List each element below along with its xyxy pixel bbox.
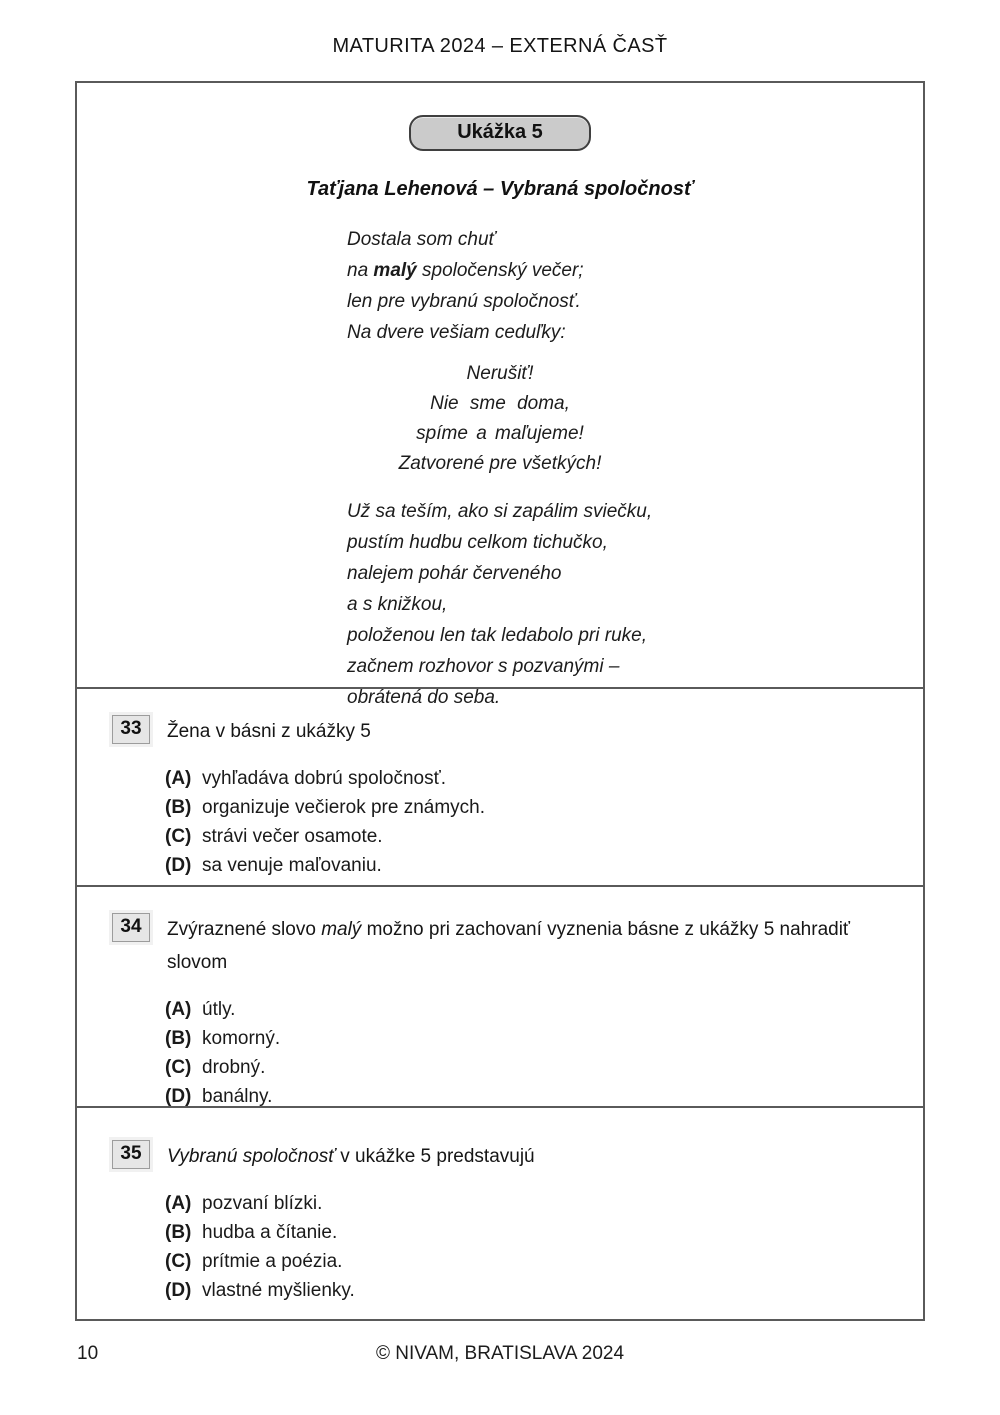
option-text: drobný.: [202, 1057, 266, 1078]
question-text-segment: možno pri zachovaní vyznenia básne z ukážky 5 nahradiť: [361, 919, 851, 940]
poem-line: [347, 255, 923, 286]
option-letter: (A): [165, 1193, 192, 1214]
page-footer: [0, 1343, 1000, 1367]
question-35-row: [112, 1143, 923, 1173]
question-34-row: [112, 916, 923, 979]
poem-line: pustím hudbu celkom tichučko,: [347, 532, 608, 553]
poem-line: položenou len tak ledabolo pri ruke,: [347, 625, 647, 646]
question-33-row: [112, 718, 923, 748]
poem-line: Dostala som chuť: [347, 229, 496, 250]
question-text-line2: slovom: [167, 952, 228, 973]
option-text: hudba a čítanie.: [202, 1222, 338, 1243]
option-letter: (A): [165, 999, 192, 1020]
question-text: [167, 1140, 535, 1173]
excerpt-badge: Ukážka 5: [409, 115, 591, 151]
question-34: [77, 885, 923, 1106]
option-c: [165, 1247, 923, 1276]
option-letter: (B): [165, 797, 192, 818]
question-35-options: [165, 1189, 923, 1305]
page-header-title: MATURITA 2024 – EXTERNÁ ČASŤ: [332, 35, 668, 57]
question-34-options: [165, 995, 923, 1111]
question-35: [77, 1106, 923, 1319]
option-text: vlastné myšlienky.: [202, 1280, 355, 1301]
question-text-italic: malý: [321, 919, 362, 940]
poem-line: Na dvere vešiam ceduľky:: [347, 322, 566, 343]
poem-line: len pre vybranú spoločnosť.: [347, 291, 581, 312]
option-a: [165, 1189, 923, 1218]
option-text: útly.: [202, 999, 236, 1020]
option-text: prítmie a poézia.: [202, 1251, 343, 1272]
option-a: [165, 764, 923, 793]
option-b: [165, 1024, 923, 1053]
poem-note-line: Zatvorené pre všetkých!: [398, 453, 602, 474]
question-text-italic: Vybranú spoločnosť: [167, 1146, 335, 1167]
content-box: [75, 81, 925, 1321]
option-b: [165, 1218, 923, 1247]
poem-stanza-2: [347, 496, 923, 713]
poem-line: nalejem pohár červeného: [347, 563, 562, 584]
option-c: [165, 822, 923, 851]
option-letter: (D): [165, 1280, 192, 1301]
option-text: sa venuje maľovaniu.: [202, 855, 382, 876]
option-text: pozvaní blízki.: [202, 1193, 323, 1214]
poem-note-line: spíme a maľujeme!: [416, 423, 584, 444]
poem-note-block: [77, 359, 923, 479]
option-d: [165, 851, 923, 880]
option-c: [165, 1053, 923, 1082]
poem-note-line: Nerušiť!: [466, 363, 534, 384]
option-a: [165, 995, 923, 1024]
poem-note-line: Nie sme doma,: [430, 393, 570, 414]
poem-emphasized-word: malý: [373, 260, 417, 281]
poem-line: obrátená do seba.: [347, 687, 501, 708]
option-letter: (D): [165, 1086, 192, 1107]
question-33: [77, 687, 923, 885]
question-text-segment: Zvýraznené slovo: [167, 919, 322, 940]
option-letter: (B): [165, 1028, 192, 1049]
option-letter: (B): [165, 1222, 192, 1243]
option-letter: (C): [165, 1057, 192, 1078]
option-text: banálny.: [202, 1086, 273, 1107]
page-number: 10: [77, 1343, 99, 1364]
question-text-segment: v ukážke 5 predstavujú: [335, 1146, 535, 1167]
question-text: Žena v básni z ukážky 5: [167, 721, 371, 742]
option-text: organizuje večierok pre známych.: [202, 797, 486, 818]
excerpt-section: [77, 83, 923, 708]
option-text: strávi večer osamote.: [202, 826, 383, 847]
poem-line-segment: na: [347, 260, 374, 281]
question-number-badge: 35: [112, 1140, 150, 1169]
poem-line: a s knižkou,: [347, 594, 448, 615]
copyright-text: © NIVAM, BRATISLAVA 2024: [375, 1343, 625, 1364]
option-text: vyhľadáva dobrú spoločnosť.: [202, 768, 446, 789]
poem: [77, 224, 923, 713]
option-letter: (C): [165, 826, 192, 847]
option-b: [165, 793, 923, 822]
excerpt-title: Taťjana Lehenová – Vybraná spoločnosť: [306, 178, 694, 200]
question-33-options: [165, 764, 923, 880]
option-text: komorný.: [202, 1028, 281, 1049]
poem-line: začnem rozhovor s pozvanými –: [347, 656, 620, 677]
option-d: [165, 1276, 923, 1305]
question-number-badge: 34: [112, 913, 150, 942]
question-number-badge: 33: [112, 715, 150, 744]
option-letter: (A): [165, 768, 192, 789]
option-letter: (D): [165, 855, 192, 876]
poem-line: Už sa teším, ako si zapálim sviečku,: [347, 501, 653, 522]
poem-line-segment: spoločenský večer;: [416, 260, 584, 281]
question-text: [167, 913, 850, 979]
option-letter: (C): [165, 1251, 192, 1272]
poem-stanza-1: [347, 224, 923, 348]
